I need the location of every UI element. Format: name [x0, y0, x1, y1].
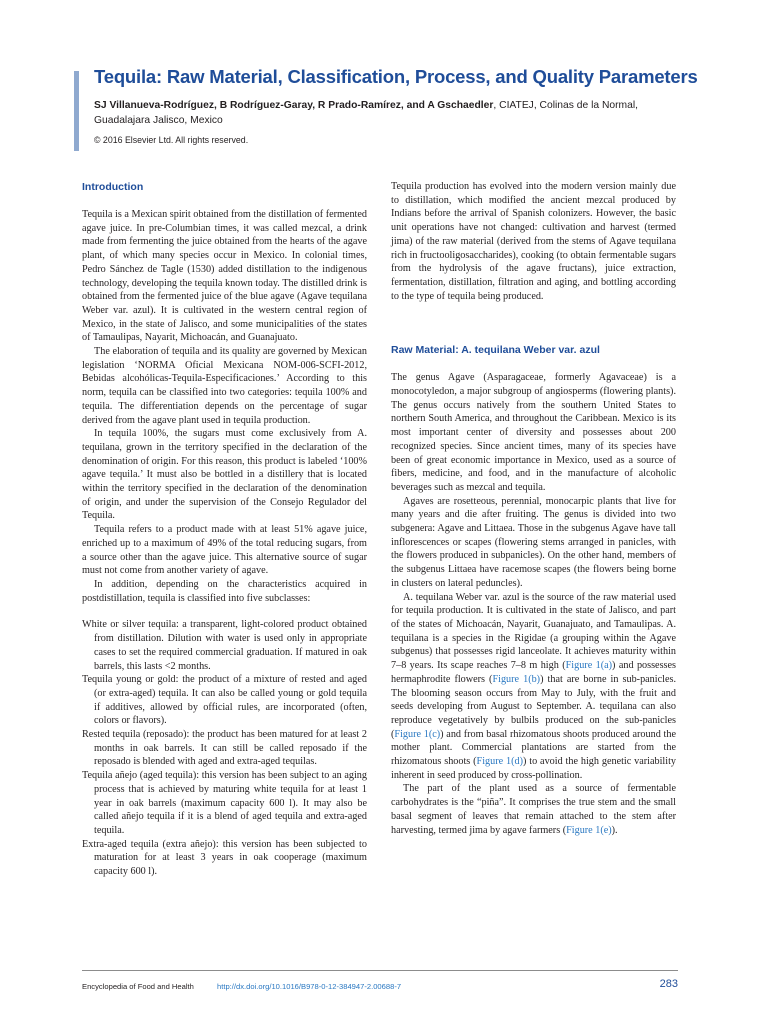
list-item: Tequila añejo (aged tequila): this version has been subject to an aging process that is achieved by maturing white tequila for at least 1 year in oak barrels (maximum capacity 600 l). It may also be called añejo tequila if it is a blend of aged tequila and extra-aged tequila. — [82, 770, 367, 836]
paragraph: In addition, depending on the characteristics acquired in postdistillation, tequila is classified into five subclasses: — [82, 578, 367, 604]
figure-link[interactable]: Figure 1(c) — [394, 728, 441, 740]
page-footer — [82, 970, 678, 991]
paragraph: The elaboration of tequila and its quality are governed by Mexican legislation ‘NORMA Oficial Mexicana NOM-006-SCFI-2012, Bebidas alcohólicas-Tequila-Especificaciones.’ According to this norm, tequila can be classified into two categories: tequila 100% and tequila. The differentiation depends on the percentage of sugar derived from the agave plant used in tequila production. — [82, 346, 367, 426]
paragraph: The genus Agave (Asparagaceae, formerly Agavaceae) is a monocotyledon, a major subgroup of angiosperms (flowering plants). The genus occurs natively from the southern United States to northern South America, and throughout the Caribbean. Mexico is its most important center of diversity and possesses about 200 recognized species. Since ancient times, many of its species have been of great economic importance in Mexico, used as a source of fibers, medicine, and food, and in the manufacture of alcoholic beverages such as mezcal and tequila. — [391, 372, 676, 493]
left-column — [82, 180, 367, 879]
copyright-notice: © 2016 Elsevier Ltd. All rights reserved. — [94, 135, 249, 145]
right-column — [391, 180, 676, 837]
list-item: Tequila young or gold: the product of a mixture of rested and aged (or extra-aged) tequila. It can also be called young or gold tequila if additives, allowed by official rules, are incorporated (often, colors or flavors). — [82, 674, 367, 727]
affiliation: , CIATEJ, Colinas de la Normal, Guadalajara Jalisco, Mexico — [94, 100, 638, 126]
doi-link[interactable]: http://dx.doi.org/10.1016/B978-0-12-384947-2.00688-7 — [217, 982, 402, 991]
list-item: Extra-aged tequila (extra añejo): this version has been subjected to maturation for at least 3 years in oak cooperage (maximum capacity 600 l). — [82, 838, 367, 878]
title-accent-bar — [74, 71, 79, 151]
list-item: Rested tequila (reposado): the product has been matured for at least 2 months in oak barrels. It can still be called reposado if the reposado is blended with aged and extra-aged tequilas. — [82, 729, 367, 768]
article-title: Tequila: Raw Material, Classification, Process, and Quality Parameters — [94, 66, 698, 87]
paragraph: The part of the plant used as a source of fermentable carbohydrates is the “piña”. It comprises the true stem and the small basal segment of leaves that remain attached to the stem after harvesting, termed jima by agave farmers (Figure 1(e)). — [391, 783, 676, 836]
section-heading-raw-material: Raw Material: A. tequilana Weber var. azul — [391, 344, 600, 357]
figure-link[interactable]: Figure 1(e) — [566, 824, 612, 836]
journal-name: Encyclopedia of Food and Health — [82, 982, 194, 991]
section-heading-introduction: Introduction — [82, 181, 144, 193]
figure-link[interactable]: Figure 1(a) — [565, 660, 613, 672]
author-line — [94, 98, 694, 128]
author-names: SJ Villanueva-Rodríguez, B Rodríguez-Garay, R Prado-Ramírez, and A Gschaedler — [94, 100, 494, 111]
paragraph: Tequila refers to a product made with at least 51% agave juice, enriched up to a maximum of 49% of the total reducing sugars, from a source other than the agave juice. This alternative source of sugar must not come from another variety of agave. — [82, 524, 367, 577]
figure-link[interactable]: Figure 1(d) — [476, 756, 523, 768]
paragraph: Tequila production has evolved into the modern version mainly due to distillation, which modified the ancient mezcal produced by Indians before the arrival of Spanish colonizers. However, the basic unit operations have not changed: cultivation and harvest (termed jima) of the raw material (derived from the stems of Agave tequilana rich in fructooligosaccharides), cooking (to obtain fermentable sugars from the hydrolysis of the agave fructans), juice extraction, fermentation, distillation, filtration and aging, and bottling according to the type of tequila being produced. — [391, 181, 676, 302]
paragraph: A. tequilana Weber var. azul is the source of the raw material used for tequila production. It is cultivated in the state of Jalisco, and part of the states of Michoacán, Nayarit, Guanajuato, and Tamaulipas. A. tequilana is a species in the Rigidae (a grouping within the Agave subgenus) that possesses rigid lanceolate. It achieves maturity within 7–8 years. Its scape reaches 7–8 m high (Figure 1(a)) and possesses hermaphrodite flowers (Figure 1(b)) that are borne in sub-panicles. The blooming season occurs from May to July, with the fruit and seeds developing from August to September. A. tequilana can also reproduce vegetatively by bulbils produced on the sub-panicles (Figure 1(c)) and from basal rhizomatous shoots produced around the mother plant. Commercial plantations are started from the rhizomatous shoots (Figure 1(d)) to avoid the high genetic variability inherent in seed produced by cross-pollination. — [391, 591, 677, 781]
paragraph: In tequila 100%, the sugars must come exclusively from A. tequilana, grown in the territory specified in the declaration of the denomination of origin. For this reason, this product is labeled ‘100% agave tequila.’ It must also be bottled in a distillery that is located within the territory specified in the declaration of the denomination of origin, and under the supervision of the Consejo Regulador del Tequila. — [82, 428, 367, 522]
paragraph: Tequila is a Mexican spirit obtained from the distillation of fermented agave juice. In pre-Columbian times, it was called mezcal, a drink made from fermenting the juice obtained from the hearts of the agave plant, of which many species occur in Mexico. In colonial times, Pedro Sánchez de Tagle (1530) added distillation to the indigenous technology, developing the tequila known today. The distilled drink is obtained from the fermented juice of the blue agave (Agave tequilana Weber var. azul). It is cultivated in the western central region of Mexico, in the state of Jalisco, and some municipalities of the states of Tamaulipas, Nayarit, Michoacán, and Guanajuato. — [82, 209, 367, 344]
paragraph: Agaves are rosetteous, perennial, monocarpic plants that live for many years and die after fruiting. The genus is divided into two subgenera: Agave and Littaea. Those in the subgenus Agave have tall inflorescences or scapes (flowering stems arranged in panicles, with the flowers produced in subpanicles). On the other hand, members of the subgenus Littaea have racemose scapes (the flowers being borne in clusters on lateral peduncles). — [391, 495, 676, 589]
list-item: White or silver tequila: a transparent, light-colored product obtained from distillation. Dilution with water is used only in appropriate cases to set the required commercial graduation. If matured in oak barrels, this lasts <2 months. — [82, 619, 367, 672]
figure-link[interactable]: Figure 1(b) — [492, 673, 541, 685]
page-number: 283 — [659, 978, 678, 990]
